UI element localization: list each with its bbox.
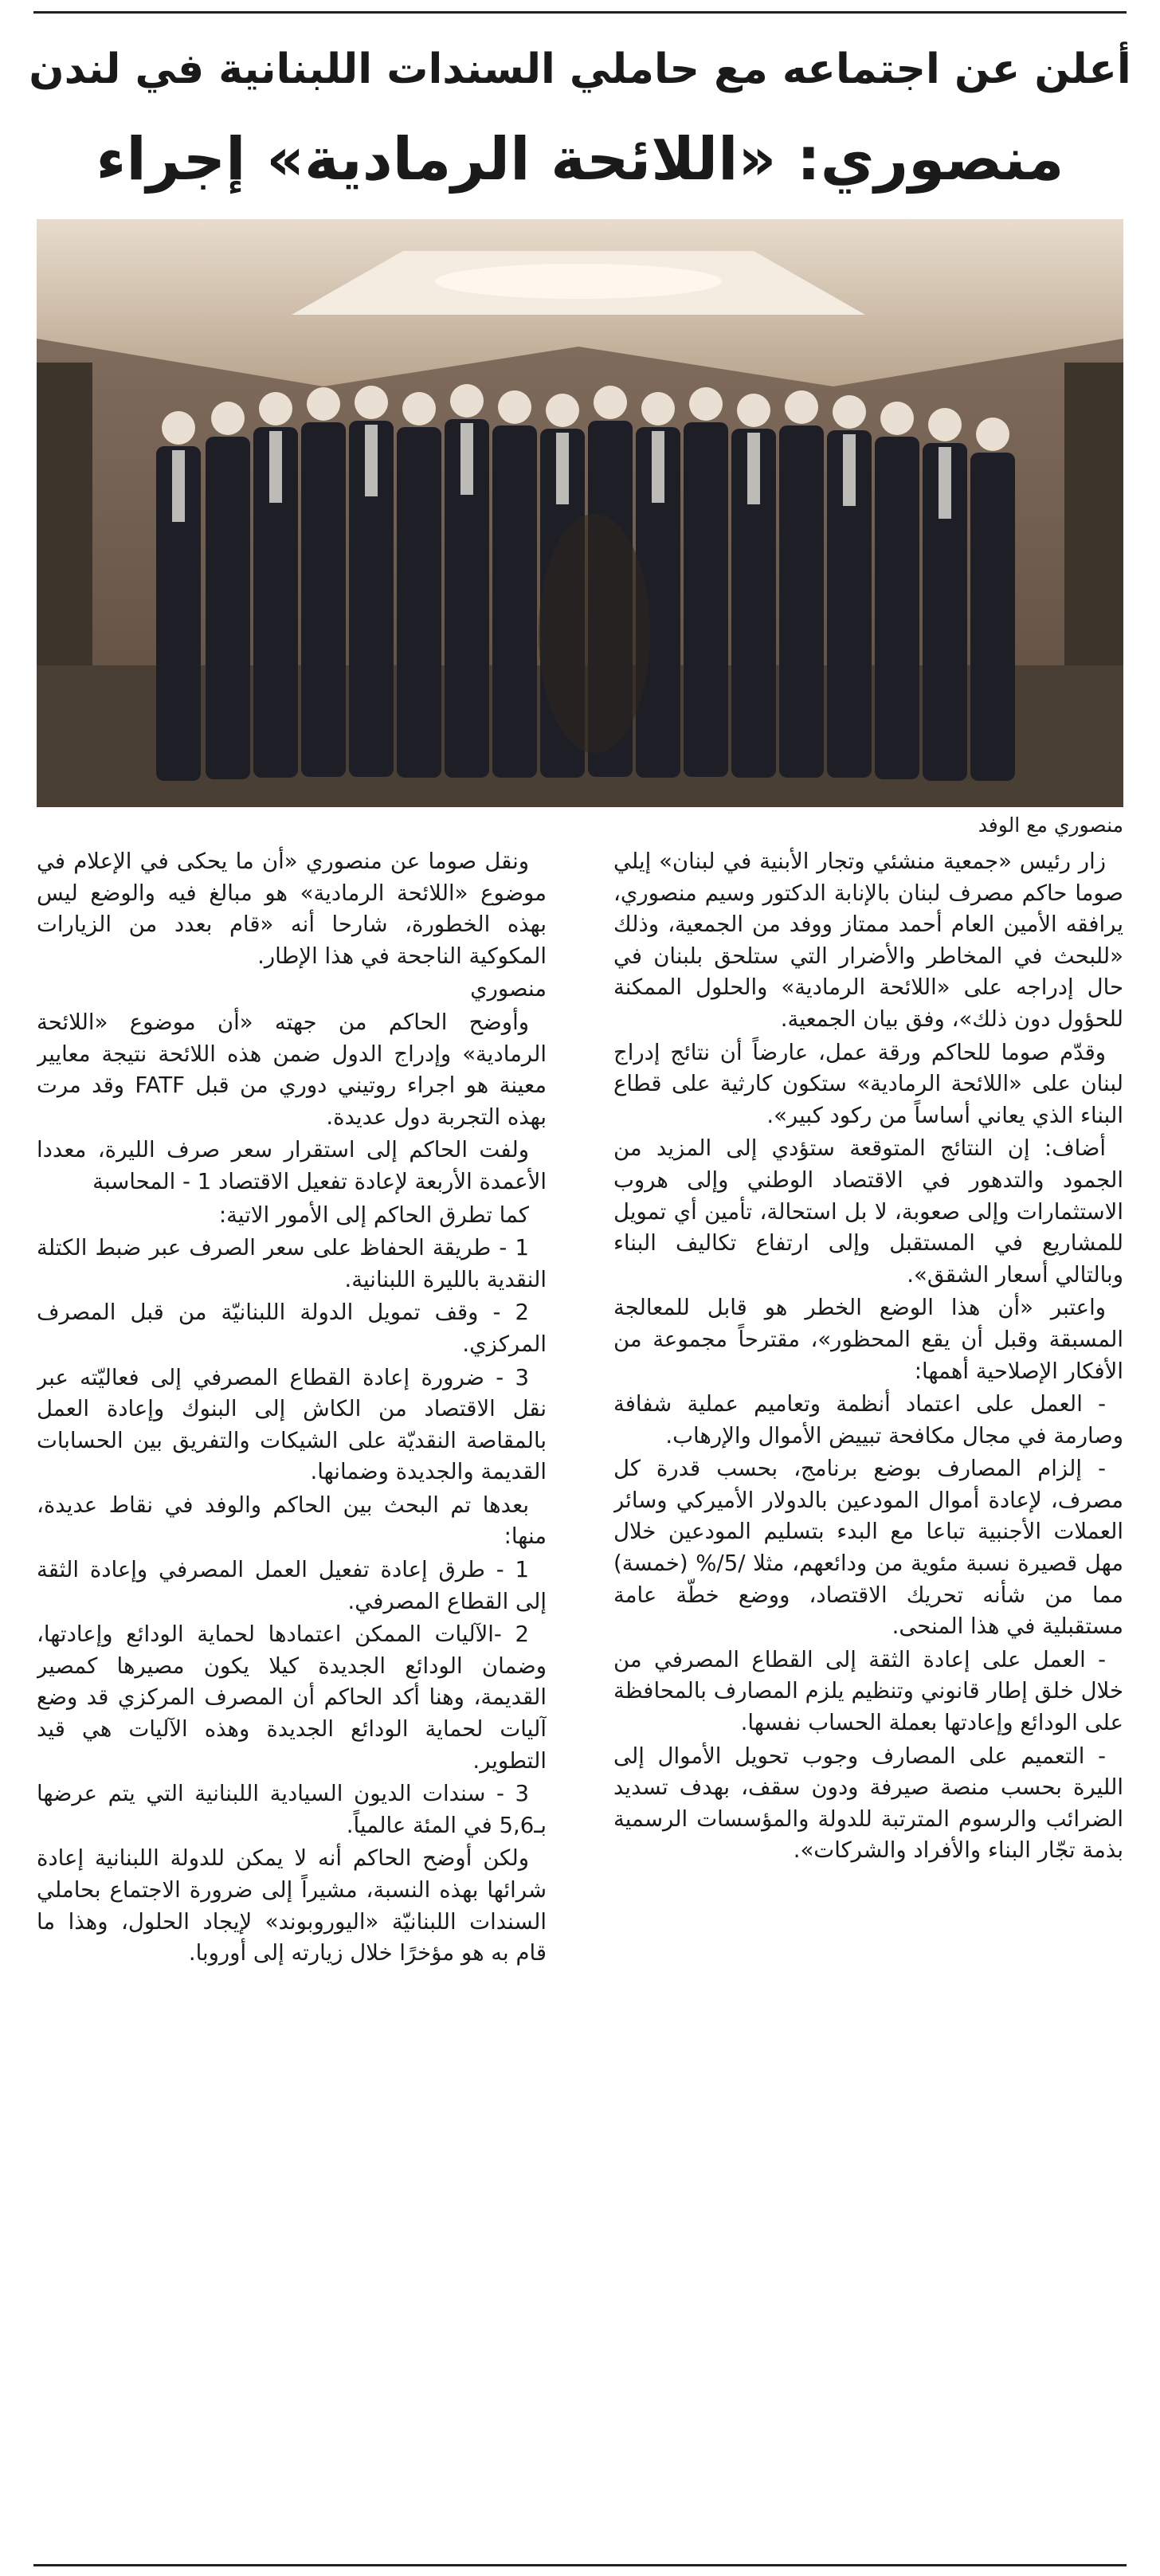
paragraph: كما تطرق الحاكم إلى الأمور الاتية: — [218, 1202, 529, 1228]
paragraph: زار رئيس «جمعية منشئي وتجار الأبنية في لبنان» إيلي صوما حاكم مصرف لبنان بالإنابة الدكتور وسيم منصوري، يرافقه الأمين العام أحمد ممتاز ووفد من الجمعية، وذلك «للبحث في المخاطر والأضرار التي ستلحق بلبنان في حال إدراجه على «اللائحة الرمادية» والحلول الممكنة للحؤول دون ذلك»، وفق بيان الجمعية. — [613, 849, 1123, 1032]
list-item: 3 - ضرورة إعادة القطاع المصرفي إلى فعاليّته عبر نقل الاقتصاد من الكاش إلى البنوك وإعادة العمل بالمقاصة النقديّة على الشيكات والتفريق بين الحسابات القديمة والجديدة وضمانها. — [37, 1364, 547, 1485]
paragraph: أضاف: إن النتائج المتوقعة ستؤدي إلى المزيد من الجمود والتدهور في الاقتصاد الوطني وإلى هروب الاستثمارات وإلى صعوبة، لا بل استحالة، تأمين أي تمويل للمشاريع في المستقبل وإلى ارتفاع تكاليف البناء وبالتالي أسعار الشقق». — [613, 1135, 1123, 1288]
list-item: 1 - طرق إعادة تفعيل العمل المصرفي وإعادة الثقة إلى القطاع المصرفي. — [37, 1557, 547, 1614]
paragraph: وأوضح الحاكم من جهته «أن موضوع «اللائحة الرمادية» وإدراج الدول ضمن هذه اللائحة نتيجة معايير معينة هو اجراء روتيني دوري من قبل FATF وقد مرت بهذه التجربة دول عديدة. — [37, 1009, 547, 1130]
attribution: منصوري — [470, 976, 547, 1002]
list-item: 2 -الآليات الممكن اعتمادها لحماية الودائع وإعادتها، وضمان الودائع الجديدة كيلا يكون مصيرها كمصير القديمة، وهنا أكد الحاكم أن المصرف المركزي قد وضع آليات لحماية الودائع الجديدة وهذه الآليات هي قيد التطوير. — [37, 1621, 547, 1774]
list-item: 3 - سندات الديون السيادية اللبنانية التي يتم عرضها بـ5,6 في المئة عالمياً. — [37, 1781, 547, 1838]
list-item: 1 - طريقة الحفاظ على سعر الصرف عبر ضبط الكتلة النقدية بالليرة اللبنانية. — [37, 1235, 547, 1292]
list-item: 2 - وقف تمويل الدولة اللبنانيّة من قبل المصرف المركزي. — [37, 1300, 547, 1357]
article-column-right — [613, 846, 1123, 2559]
paragraph: بعدها تم البحث بين الحاكم والوفد في نقاط عديدة، منها: — [37, 1492, 547, 1550]
top-rule — [33, 11, 1127, 14]
paragraph: ولفت الحاكم إلى استقرار سعر صرف الليرة، معددا الأعمدة الأربعة لإعادة تفعيل الاقتصاد 1 - المحاسبة — [37, 1137, 547, 1194]
group-photo-illustration — [37, 219, 1123, 807]
article-column-left — [37, 846, 547, 2559]
photo-caption: منصوري مع الوفد — [978, 814, 1123, 837]
article-photo — [37, 219, 1123, 807]
paragraph: ونقل صوما عن منصوري «أن ما يحكى في الإعلام في موضوع «اللائحة الرمادية» هو مبالغ فيه والوضع ليس بهذه الخطورة، شارحا أنه «قام بعدد من الزيارات المكوكية الناجحة في هذا الإطار. — [37, 849, 547, 969]
paragraph: وقدّم صوما للحاكم ورقة عمل، عارضاً أن نتائج إدراج لبنان على «اللائحة الرمادية» ستكون كارثية على قطاع البناء الذي يعاني أساساً من ركود كبير». — [613, 1039, 1123, 1128]
list-item: - العمل على إعادة الثقة إلى القطاع المصرفي من خلال خلق إطار قانوني وتنظيم يلزم المصارف بالمحافظة على الودائع وإعادتها بعملة الحساب نفسها. — [613, 1646, 1123, 1736]
article-headline: منصوري: «اللائحة الرمادية» إجراء — [96, 125, 1064, 194]
list-item: - التعميم على المصارف وجوب تحويل الأموال إلى الليرة بحسب منصة صيرفة ودون سقف، بهدف تسديد الضرائب والرسوم المترتبة للدولة والمؤسسات الرسمية بذمة تجّار البناء والأفراد والشركات». — [613, 1743, 1123, 1864]
paragraph: ولكن أوضح الحاكم أنه لا يمكن للدولة اللبنانية إعادة شرائها بهذه النسبة، مشيراً إلى ضرورة الاجتماع بحاملي السندات اللبنانيّة «اليوروبوند» لإيجاد الحلول، وهذا ما قام به هو مؤخرًا خلال زيارته إلى أوروبا. — [37, 1845, 547, 1966]
paragraph: واعتبر «أن هذا الوضع الخطر هو قابل للمعالجة المسبقة وقبل أن يقع المحظور»، مقترحاً مجموعة من الأفكار الإصلاحية أهمها: — [613, 1295, 1123, 1384]
bottom-rule — [33, 2564, 1127, 2566]
list-item: - العمل على اعتماد أنظمة وتعاميم عملية شفافة وصارمة في مجال مكافحة تبييض الأموال والإرهاب. — [613, 1391, 1123, 1449]
list-item: - إلزام المصارف بوضع برنامج، بحسب قدرة كل مصرف، لإعادة أموال المودعين بالدولار الأميركي وسائر العملات الأجنبية تباعا مع البدء بتسليم المودعين خلال مهل قصيرة نسبة مئوية من ودائعهم، مثلا /5/% (خمسة) مما من شأنه تحريك الاقتصاد، ووضع خطّة عامة مستقبلية في هذا المنحى. — [613, 1456, 1123, 1640]
article-kicker: أعلن عن اجتماعه مع حاملي السندات اللبنانية في لندن — [29, 45, 1131, 93]
